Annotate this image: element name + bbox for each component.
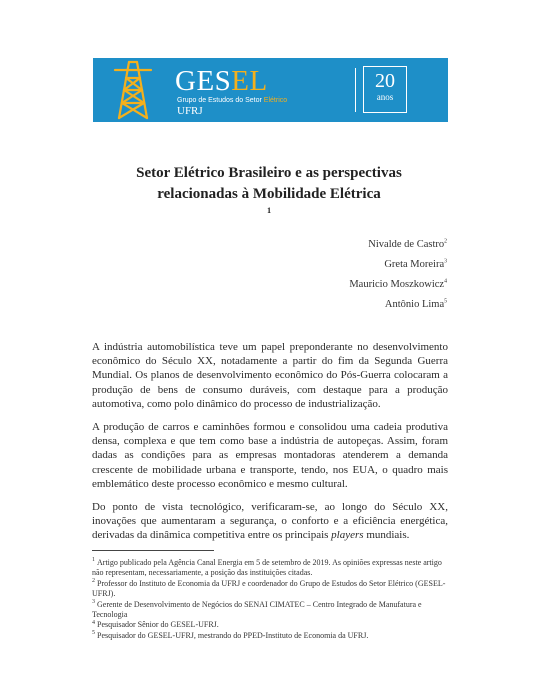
footnotes	[92, 558, 448, 641]
author-list	[349, 238, 447, 318]
author: Greta Moreira$^3$	[384, 258, 447, 270]
footnote-number: 1	[92, 557, 95, 564]
footnote: $^1$ Artigo publicado pela Agência Canal Energia em 5 de setembro de 2019. As opiniões expressas neste artigo não representam, necessariamente, a posição das instituições citadas.	[92, 557, 442, 578]
gesel-subtitle: Grupo de Estudos do Setor Elétrico	[177, 97, 288, 104]
gesel-wordmark: GESEL	[175, 65, 268, 97]
author-footnote-ref: 5	[444, 298, 447, 305]
document-title	[60, 163, 478, 226]
body-paragraph: A produção de carros e caminhões formou e consolidou uma cadeia produtiva densa, complexa e que tem como base a indústria de autopeças. Assim, foram dadas as condições para as empresas montadoras atenderem a demanda crescente de mobilidade urbana e transporte, tendo, nos EUA, o quadro mais emblemático deste processo econômico e mesmo cultural.	[92, 421, 448, 490]
body-paragraph: A indústria automobilística teve um papel preponderante no desenvolvimento econômico do Século XX, notadamente a partir do fim da Segunda Guerra Mundial. Os planos de desenvolvimento econômico do Pós-Guerra colocaram a produção de bens de consumo duráveis, com destaque para a produção automotiva, como polo dinâmico do processo de industrialização.	[92, 341, 448, 410]
footnote-number: 2	[92, 578, 95, 585]
footnote-number: 5	[92, 630, 95, 637]
footnote: $^5$ Pesquisador do GESEL-UFRJ, mestrando do PPED-Instituto de Economia da UFRJ.	[92, 630, 369, 640]
banner-divider	[355, 68, 356, 112]
body-paragraph: Do ponto de vista tecnológico, verificaram-se, ao longo do Século XX, inovações que aumentaram a segurança, o conforto e a eficiência energética, derivadas da dinâmica competitiva entre os principais players mundiais.	[92, 501, 448, 542]
title-line-1: Setor Elétrico Brasileiro e as perspectivas	[136, 165, 402, 181]
footnote-number: 3	[92, 598, 95, 605]
header-banner	[93, 58, 448, 122]
title-line-2: relacionadas à Mobilidade Elétrica $^1$	[157, 186, 381, 215]
title-footnote-ref: 1	[266, 206, 272, 215]
footnote-number: 4	[92, 619, 95, 626]
anniversary-number: 20	[375, 70, 395, 92]
footnote: $^4$ Pesquisador Sênior do GESEL-UFRJ.	[92, 619, 219, 630]
author-footnote-ref: 3	[444, 258, 447, 265]
gesel-institution: UFRJ	[177, 105, 203, 117]
author: Nivalde de Castro$^2$	[368, 238, 447, 250]
footnote-divider	[92, 550, 214, 551]
italic-term: players	[331, 529, 364, 542]
author: Antônio Lima$^5$	[384, 298, 447, 310]
author: Mauricio Moszkowicz$^4$	[349, 278, 447, 290]
anniversary-badge	[363, 66, 407, 113]
footnote: $^3$ Gerente de Desenvolvimento de Negócios do SENAI CIMATEC – Centro Integrado de Manufatura e Tecnologia	[92, 598, 422, 620]
transmission-tower-icon	[93, 58, 169, 122]
footnote: $^2$ Professor do Instituto de Economia da UFRJ e coordenador do Grupo de Estudos do Setor Elétrico (GESEL-UFRJ).	[92, 578, 446, 599]
author-footnote-ref: 2	[444, 238, 447, 245]
body-text	[92, 340, 448, 552]
author-footnote-ref: 4	[444, 278, 447, 285]
anniversary-label: anos	[376, 92, 394, 102]
